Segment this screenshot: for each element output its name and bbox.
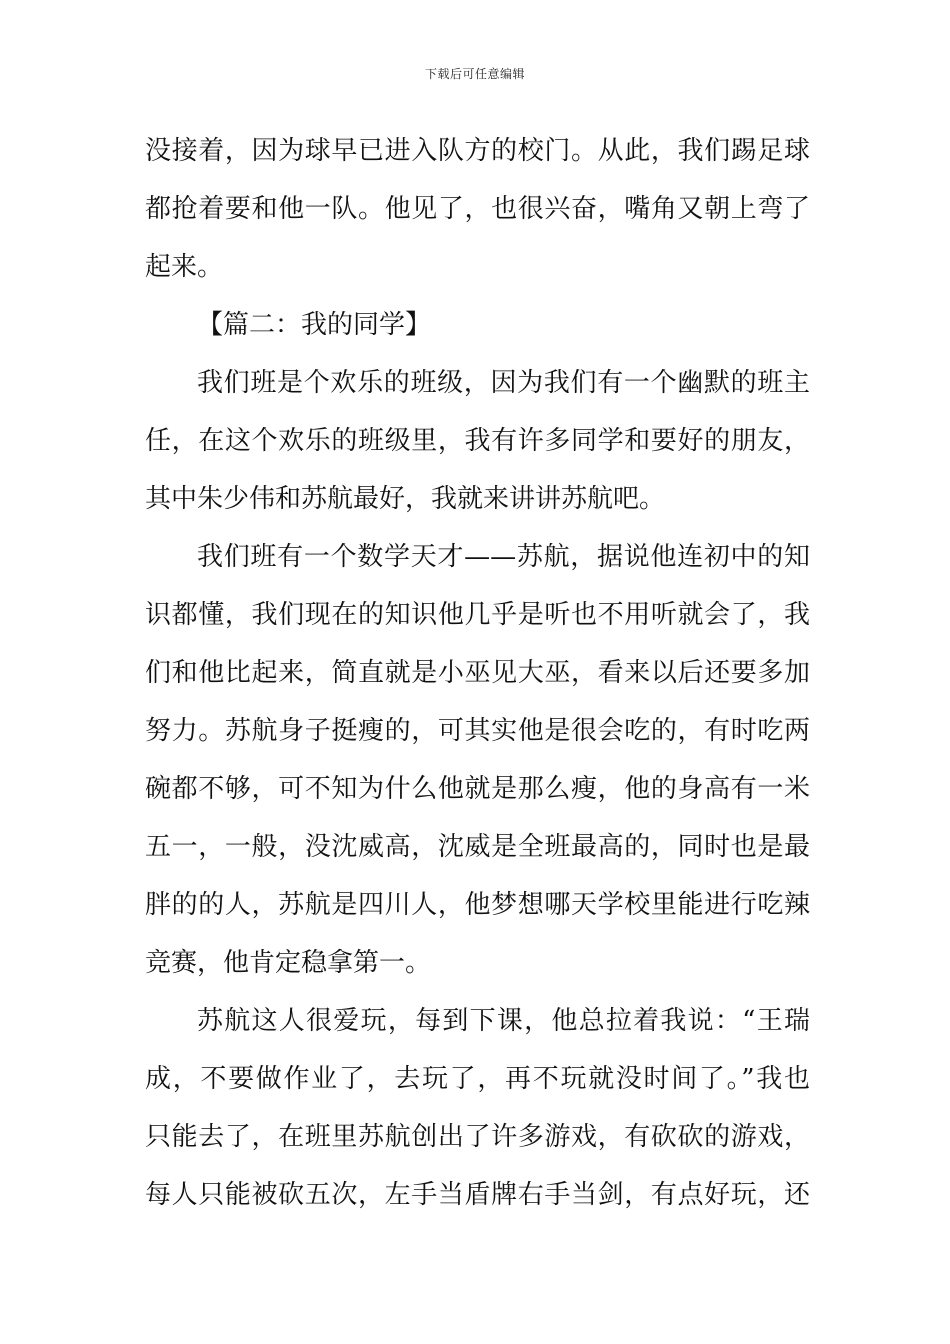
text-line-2: 都抢着要和他一队。他见了，也很兴奋，嘴角又朝上弯了 [145, 194, 810, 224]
text-line-8: 我们班有一个数学天才——苏航，据说他连初中的知 [197, 542, 810, 572]
text-line-13: 五一，一般，没沈威高，沈威是全班最高的，同时也是最 [145, 832, 810, 862]
text-line-11: 努力。苏航身子挺瘦的，可其实他是很会吃的，有时吃两 [145, 716, 810, 746]
body-text [145, 122, 810, 1224]
section-heading: 【篇二：我的同学】 [197, 310, 432, 340]
text-line-7: 其中朱少伟和苏航最好，我就来讲讲苏航吧。 [145, 484, 666, 514]
text-line-19: 每人只能被砍五次，左手当盾牌右手当剑，有点好玩，还 [145, 1180, 810, 1210]
text-line-16: 苏航这人很爱玩，每到下课，他总拉着我说：“王瑞 [197, 1006, 810, 1036]
text-line-6: 任，在这个欢乐的班级里，我有许多同学和要好的朋友， [145, 426, 810, 456]
text-line-9: 识都懂，我们现在的知识他几乎是听也不用听就会了，我 [145, 600, 810, 630]
text-line-14: 胖的的人，苏航是四川人，他梦想哪天学校里能进行吃辣 [145, 890, 810, 920]
text-line-17: 成，不要做作业了，去玩了，再不玩就没时间了。”我也 [145, 1064, 810, 1094]
text-line-10: 们和他比起来，简直就是小巫见大巫，看来以后还要多加 [145, 658, 810, 688]
text-line-12: 碗都不够，可不知为什么他就是那么瘦，他的身高有一米 [145, 774, 810, 804]
text-line-3: 起来。 [145, 252, 224, 282]
text-line-15: 竞赛，他肯定稳拿第一。 [145, 948, 432, 978]
text-line-5: 我们班是个欢乐的班级，因为我们有一个幽默的班主 [197, 368, 810, 398]
text-line-1: 没接着，因为球早已进入队方的校门。从此，我们踢足球 [145, 136, 810, 166]
text-line-18: 只能去了，在班里苏航创出了许多游戏，有砍砍的游戏， [145, 1122, 810, 1152]
page-header: 下载后可任意编辑 [424, 67, 525, 81]
